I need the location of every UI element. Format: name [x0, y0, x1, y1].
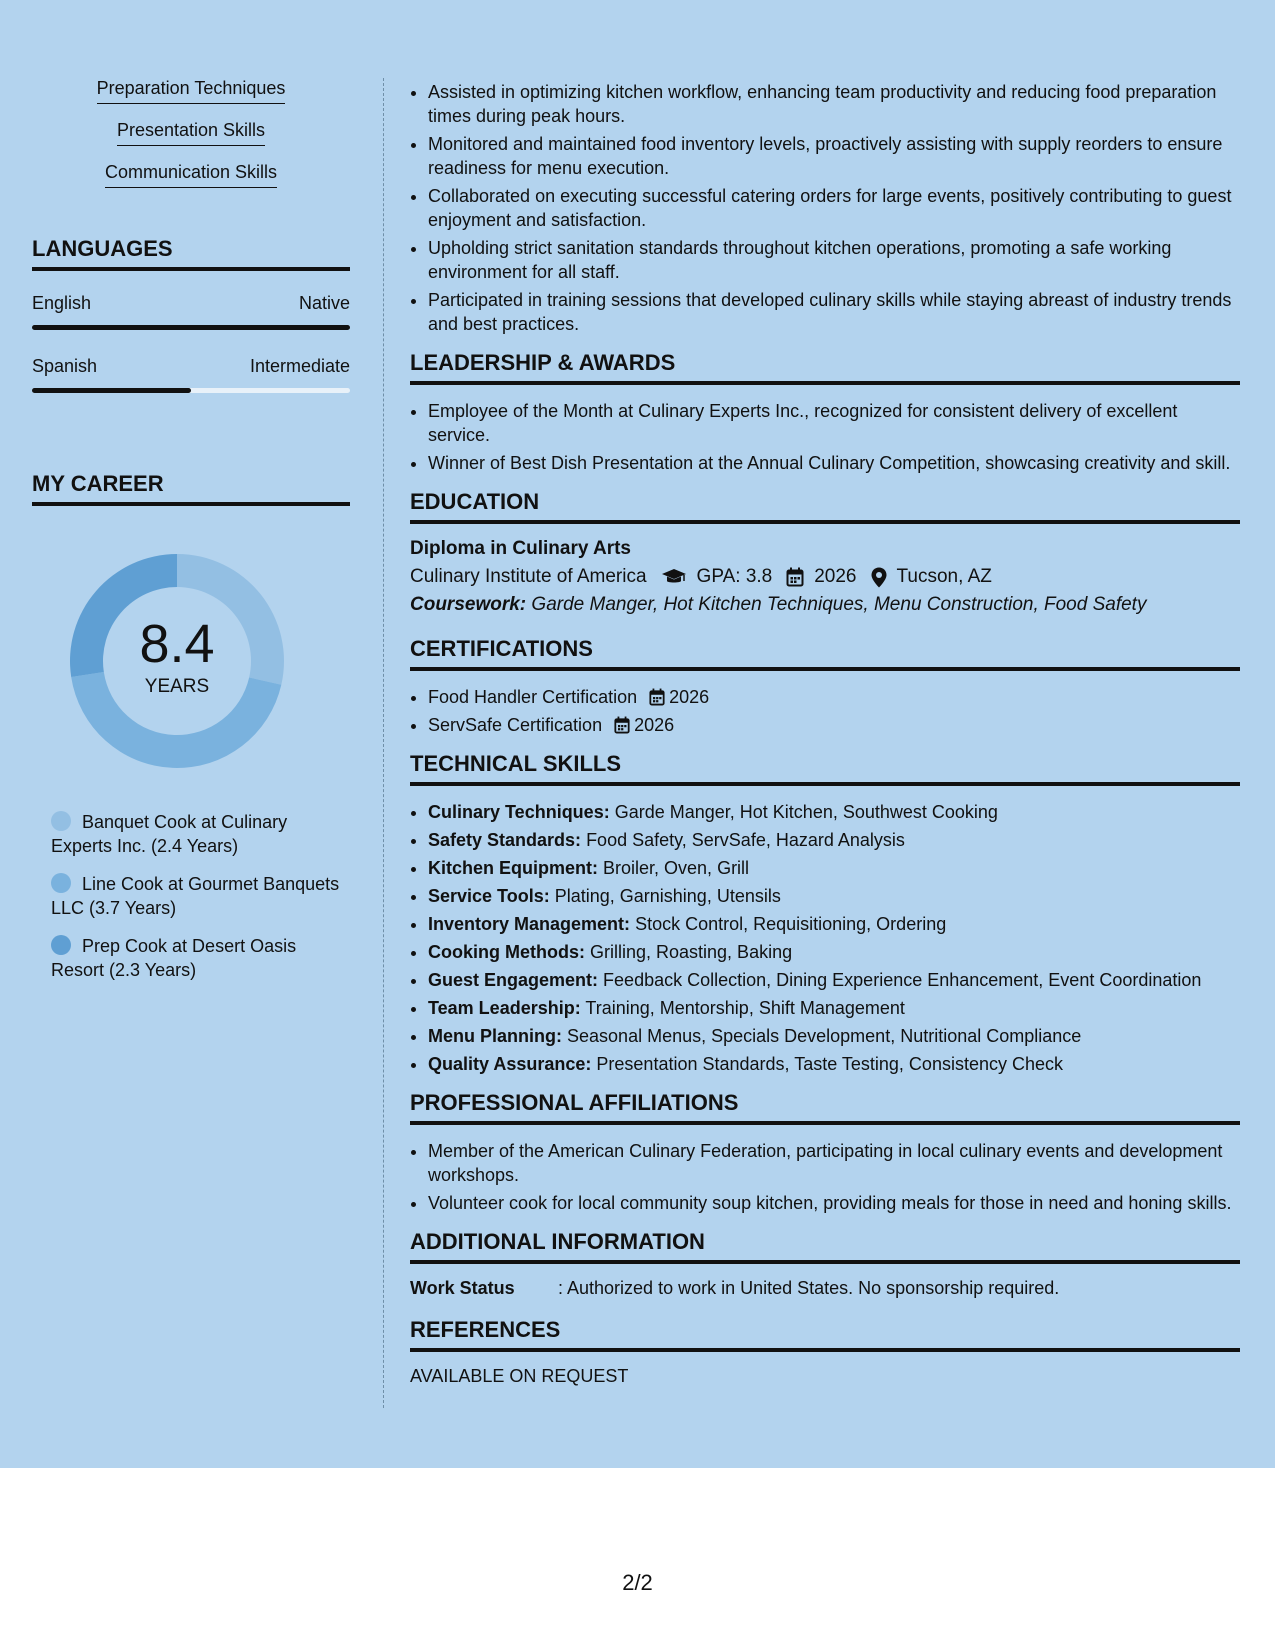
list-item: • Winner of Best Dish Presentation at the Annual Culinary Competition, showcasing creativity and skill. [428, 451, 1240, 475]
education-year: 2026 [814, 566, 857, 587]
list-item: • Employee of the Month at Culinary Experts Inc., recognized for consistent delivery of excellent service. [428, 399, 1240, 447]
skill-item: Presentation Skills [32, 120, 350, 146]
affiliations-heading: PROFESSIONAL AFFILIATIONS [410, 1090, 1240, 1125]
education-gpa: GPA: 3.8 [696, 566, 773, 587]
list-item: • Culinary Techniques: Garde Manger, Hot Kitchen, Southwest Cooking [428, 800, 1240, 824]
technical-skills-heading: TECHNICAL SKILLS [410, 751, 1240, 786]
experience-bullets [410, 80, 1240, 336]
list-item: • Assisted in optimizing kitchen workflow, enhancing team productivity and reducing food preparation times during peak hours. [428, 80, 1240, 128]
list-item: • Collaborated on executing successful catering orders for large events, positively contributing to guest enjoyment and satisfaction. [428, 184, 1240, 232]
list-item: • Cooking Methods: Grilling, Roasting, Baking [428, 940, 1240, 964]
career-unit: YEARS [144, 676, 210, 697]
language-item [32, 356, 350, 393]
education-school: Culinary Institute of America [410, 566, 647, 587]
legend-dot [51, 811, 71, 831]
legend-item: Prep Cook at Desert Oasis Resort (2.3 Years) [51, 936, 297, 980]
career-donut [62, 546, 292, 776]
language-name: English [32, 293, 92, 313]
page-number: 2/2 [622, 1570, 653, 1595]
graduation-cap-icon [661, 567, 687, 587]
list-item: • Safety Standards: Food Safety, ServSafe, Hazard Analysis [428, 828, 1240, 852]
legend-item: Line Cook at Gourmet Banquets LLC (3.7 Years) [51, 874, 340, 918]
career-total: 8.4 [139, 614, 215, 674]
list-item: • Quality Assurance: Presentation Standards, Taste Testing, Consistency Check [428, 1052, 1240, 1076]
education-coursework: Coursework: Garde Manger, Hot Kitchen Techniques, Menu Construction, Food Safety [410, 594, 1147, 615]
left-column [32, 78, 350, 996]
additional-info-heading: ADDITIONAL INFORMATION [410, 1229, 1240, 1264]
list-item: • Participated in training sessions that developed culinary skills while staying abreast of industry trends and best practices. [428, 288, 1240, 336]
legend-dot [51, 873, 71, 893]
language-bar-fill [32, 388, 191, 393]
references-text: AVAILABLE ON REQUEST [410, 1366, 629, 1386]
list-item: • Monitored and maintained food inventory levels, proactively assisting with supply reorders to ensure readiness for menu execution. [428, 132, 1240, 180]
list-item: • Guest Engagement: Feedback Collection, Dining Experience Enhancement, Event Coordination [428, 968, 1240, 992]
list-item: • Volunteer cook for local community soup kitchen, providing meals for those in need and honing skills. [428, 1191, 1240, 1215]
column-divider [383, 78, 384, 1408]
calendar-icon [649, 688, 665, 706]
list-item: • Service Tools: Plating, Garnishing, Utensils [428, 884, 1240, 908]
calendar-icon [614, 716, 630, 734]
languages-heading: LANGUAGES [32, 236, 350, 271]
skill-item: Communication Skills [32, 162, 350, 188]
leadership-list [410, 399, 1240, 475]
language-name: Spanish [32, 356, 98, 376]
list-item: • Upholding strict sanitation standards throughout kitchen operations, promoting a safe working environment for all staff. [428, 236, 1240, 284]
certifications-list [410, 685, 1240, 737]
calendar-icon [786, 567, 804, 587]
list-item: • Member of the American Culinary Federation, participating in local culinary events and development workshops. [428, 1139, 1240, 1187]
list-item: • Menu Planning: Seasonal Menus, Specials Development, Nutritional Compliance [428, 1024, 1240, 1048]
map-pin-icon [871, 567, 887, 588]
references-heading: REFERENCES [410, 1317, 1240, 1352]
education-heading: EDUCATION [410, 489, 1240, 524]
language-level: Native [298, 293, 350, 313]
language-bar [32, 388, 350, 393]
technical-skills-list [410, 800, 1240, 1076]
skills-list [32, 78, 350, 188]
list-item: • ServSafe Certification 2026 [428, 713, 1240, 737]
leadership-heading: LEADERSHIP & AWARDS [410, 350, 1240, 385]
list-item: • Team Leadership: Training, Mentorship, Shift Management [428, 996, 1240, 1020]
education-location: Tucson, AZ [896, 566, 992, 587]
language-level: Intermediate [249, 356, 350, 376]
certifications-heading: CERTIFICATIONS [410, 636, 1240, 671]
language-bar-fill [32, 325, 350, 330]
list-item: • Kitchen Equipment: Broiler, Oven, Grill [428, 856, 1240, 880]
career-legend [32, 810, 350, 982]
language-item [32, 293, 350, 330]
list-item: • Inventory Management: Stock Control, Requisitioning, Ordering [428, 912, 1240, 936]
legend-dot [51, 935, 71, 955]
skill-item: Preparation Techniques [32, 78, 350, 104]
affiliations-list [410, 1139, 1240, 1215]
work-status: Work Status : Authorized to work in United States. No sponsorship required. [410, 1278, 1060, 1298]
career-heading: MY CAREER [32, 471, 350, 506]
education-degree: Diploma in Culinary Arts [410, 538, 631, 559]
right-column [410, 78, 1240, 1387]
list-item: • Food Handler Certification 2026 [428, 685, 1240, 709]
education-details [410, 566, 1240, 588]
legend-item: Banquet Cook at Culinary Experts Inc. (2.4 Years) [51, 812, 288, 856]
language-bar [32, 325, 350, 330]
